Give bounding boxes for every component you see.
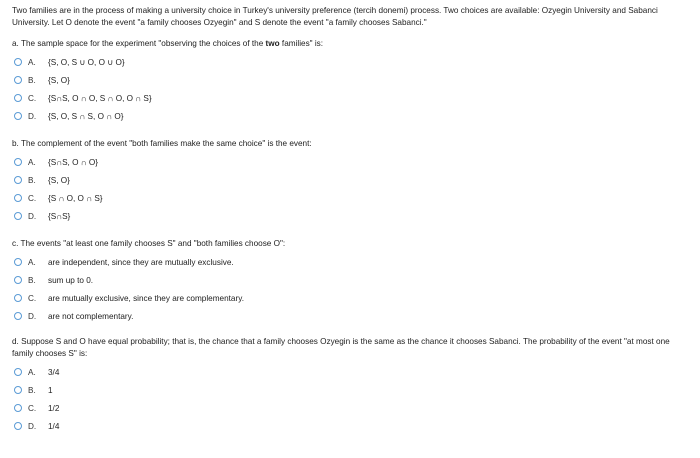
option-text: 1/4 — [48, 421, 60, 431]
option-text: {S∩S, O ∩ O, S ∩ O, O ∩ S} — [48, 93, 152, 103]
option-text: are independent, since they are mutually exclusive. — [48, 257, 234, 267]
option-letter: A. — [28, 57, 36, 67]
option-letter: C. — [28, 93, 37, 103]
option-text: 1 — [48, 385, 53, 395]
radio-button[interactable] — [14, 422, 22, 430]
option-text: are not complementary. — [48, 311, 134, 321]
question-a-prompt-bold: two — [265, 39, 280, 48]
question-a-option-b[interactable] — [14, 74, 70, 86]
intro-text: Two families are in the process of making a university choice in Turkey's university preference (tercih donemi) process. Two choices are available: Ozyegin University and Sabanci University. Let O denote the event "a family chooses Ozyegin" and S denote the event "a family chooses Sabanci." — [12, 6, 658, 27]
option-text: {S, O, S ∩ S, O ∩ O} — [48, 111, 124, 121]
option-text: {S, O, S ∪ O, O ∪ O} — [48, 58, 125, 67]
option-letter: D. — [28, 421, 37, 431]
question-b-option-d[interactable] — [14, 210, 70, 222]
question-c-prompt: c. The events "at least one family chooses S" and "both families choose O": — [12, 239, 286, 248]
option-text: {S, O} — [48, 75, 70, 85]
option-letter: A. — [28, 257, 36, 267]
radio-button[interactable] — [14, 176, 22, 184]
radio-button[interactable] — [14, 112, 22, 120]
option-text: 3/4 — [48, 367, 60, 377]
option-text: {S∩S, O ∩ O} — [48, 157, 98, 167]
option-letter: C. — [28, 403, 37, 413]
option-letter: B. — [28, 175, 36, 185]
option-letter: D. — [28, 211, 37, 221]
option-letter: B. — [28, 75, 36, 85]
question-d-option-c[interactable] — [14, 402, 59, 414]
option-letter: D. — [28, 311, 37, 321]
question-d-option-b[interactable] — [14, 384, 53, 396]
option-letter: C. — [28, 293, 37, 303]
radio-button[interactable] — [14, 276, 22, 284]
question-b-option-b[interactable] — [14, 174, 70, 186]
option-text: {S ∩ O, O ∩ S} — [48, 193, 103, 203]
option-letter: B. — [28, 385, 36, 395]
option-text: {S∩S} — [48, 211, 71, 221]
question-a-option-d[interactable] — [14, 110, 123, 122]
radio-button[interactable] — [14, 312, 22, 320]
option-text: are mutually exclusive, since they are complementary. — [48, 293, 244, 303]
radio-button[interactable] — [14, 76, 22, 84]
radio-button[interactable] — [14, 368, 22, 376]
question-c-option-b[interactable] — [14, 274, 93, 286]
question-c-option-a[interactable] — [14, 256, 234, 268]
option-letter: C. — [28, 193, 37, 203]
question-a-prompt — [12, 38, 692, 50]
option-text: 1/2 — [48, 403, 60, 413]
radio-button[interactable] — [14, 404, 22, 412]
radio-button[interactable] — [14, 294, 22, 302]
question-a-option-a[interactable] — [14, 56, 125, 68]
radio-button[interactable] — [14, 258, 22, 266]
question-d-option-d[interactable] — [14, 420, 59, 432]
question-a-prompt-before: a. The sample space for the experiment "observing the choices of the — [12, 39, 266, 48]
question-d-prompt: d. Suppose S and O have equal probability; that is, the chance that a family chooses Ozyegin is the same as the chance it chooses Sabanci. The probability of the event "at most one family chooses S" is: — [12, 337, 670, 358]
question-a-option-c[interactable] — [14, 92, 152, 104]
option-letter: B. — [28, 275, 36, 285]
question-b-prompt: b. The complement of the event "both families make the same choice" is the event: — [12, 139, 312, 148]
question-b-option-c[interactable] — [14, 192, 103, 204]
radio-button[interactable] — [14, 158, 22, 166]
question-a-prompt-after: families" is: — [279, 39, 324, 48]
option-letter: D. — [28, 111, 37, 121]
radio-button[interactable] — [14, 94, 22, 102]
question-c-option-c[interactable] — [14, 292, 244, 304]
question-c-option-d[interactable] — [14, 310, 133, 322]
question-b-option-a[interactable] — [14, 156, 98, 168]
option-text: sum up to 0. — [48, 275, 94, 285]
radio-button[interactable] — [14, 212, 22, 220]
question-d-option-a[interactable] — [14, 366, 59, 378]
radio-button[interactable] — [14, 194, 22, 202]
radio-button[interactable] — [14, 386, 22, 394]
option-text: {S, O} — [48, 175, 70, 185]
option-letter: A. — [28, 157, 36, 167]
radio-button[interactable] — [14, 58, 22, 66]
option-letter: A. — [28, 367, 36, 377]
